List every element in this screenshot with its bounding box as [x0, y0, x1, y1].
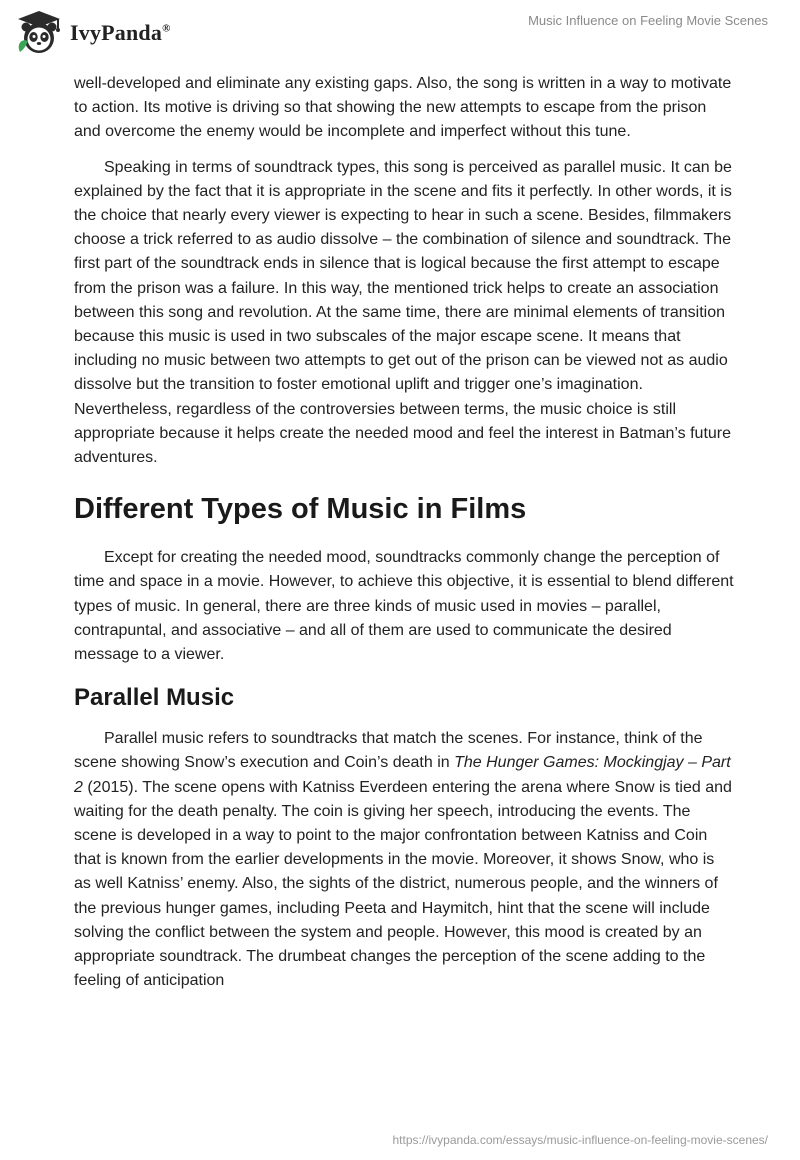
- paragraph-parallel-music: [74, 727, 734, 993]
- paragraph-soundtrack-types: Speaking in terms of soundtrack types, this song is perceived as parallel music. It can be explained by the fact that it is appropriate in the scene and fits it perfectly. In other words, it is the choice that nearly every viewer is expecting to hear in such a scene. Besides, filmmakers choose a trick referred to as audio dissolve – the combination of silence and soundtrack. The first part of the soundtrack ends in silence that is logical because the first attempt to escape from the prison was a failure. In this way, the mentioned trick helps to create an association between this song and revolution. At the same time, there are minimal elements of transition because this music is used in two subscales of the major escape scene. It means that including no music between two attempts to get out of the prison can be viewed not as audio dissolve but the transition to foster emotional uplift and trigger one’s imagination. Nevertheless, regardless of the controversies between terms, the music choice is still appropriate because it helps create the needed mood and feel the interest in Batman’s future adventures.: [74, 158, 732, 467]
- subsection-heading-parallel-music: Parallel Music: [74, 684, 235, 712]
- paragraph-continuation: well-developed and eliminate any existing gaps. Also, the song is written in a way to motivate to action. Its motive is driving so that showing the new attempts to escape from the prison and overcome the enemy would be incomplete and imperfect without this tune.: [74, 75, 732, 141]
- section-heading-music-types: Different Types of Music in Films: [74, 493, 527, 526]
- paragraph-text: (2015). The scene opens with Katniss Everdeen entering the arena where Snow is tied and waiting for the death penalty. The coin is giving her speech, introducing the events. The scene is developed in a way to point to the major confrontation between Katniss and Coin that is known from the earlier developments in the movie. Moreover, it shows Snow, who is as well Katniss’ enemy. Also, the sights of the district, numerous people, and the winners of the previous hunger games, including Peeta and Haymitch, hint that the scene will include solving the conflict between the system and people. However, this mood is created by an appropriate soundtrack. The drumbeat changes the perception of the scene adding to the feeling of anticipation: [74, 778, 732, 990]
- panda-graduate-icon: [14, 8, 64, 58]
- essay-body: [74, 72, 734, 1005]
- source-url[interactable]: https://ivypanda.com/essays/music-influence-on-feeling-movie-scenes/: [392, 1133, 768, 1147]
- film-title: The Hunger Games: Mockingjay – Part 2: [74, 754, 731, 796]
- brand-logo[interactable]: [14, 8, 171, 58]
- paragraph-text: Parallel music refers to soundtracks that match the scenes. For instance, think of the scene showing Snow’s execution and Coin’s death in: [74, 730, 703, 772]
- page-header: [0, 0, 800, 70]
- brand-name: IvyPanda®: [70, 20, 171, 45]
- registered-mark: ®: [162, 22, 171, 35]
- paragraph-music-types-intro: Except for creating the needed mood, soundtracks commonly change the perception of time and space in a movie. However, to achieve this objective, it is essential to blend different types of music. In general, there are three kinds of music used in movies – parallel, contrapuntal, and associative – and all of them are used to communicate the desired message to a viewer.: [74, 549, 734, 664]
- document-title: Music Influence on Feeling Movie Scenes: [528, 13, 768, 28]
